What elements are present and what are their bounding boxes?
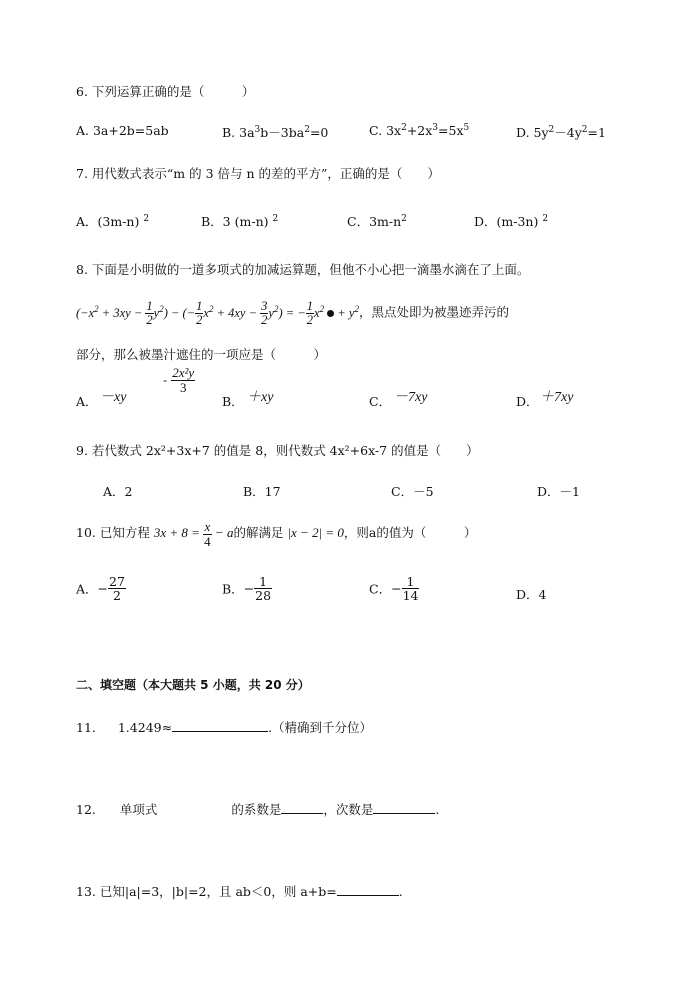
- q10-option-d: D．4: [516, 587, 547, 602]
- q8-stem: 8. 下面是小明做的一道多项式的加减运算题，但他不小心把一滴墨水滴在了上面。: [76, 262, 530, 277]
- q11-answer-blank[interactable]: [172, 720, 268, 732]
- q9-stem: 9. 若代数式 2x²+3x+7 的值是 8，则代数式 4x²+6x-7 的值是（ ）: [76, 443, 479, 458]
- q10-stem: 10. 已知方程 3x + 8 = $\frac{x}{4}$ − a的解满足 |x − 2| = 0，则a的值为（ ）: [76, 519, 477, 549]
- q7-stem: 7. 用代数式表示“m 的 3 倍与 n 的差的平方”，正确的是（ ）: [76, 166, 440, 181]
- q10-option-b: B．− $\frac{1}{28}$: [222, 574, 272, 604]
- q8-option-b: B．: [222, 394, 244, 409]
- q13: 13. 已知|a|=3，|b|=2，且 ab＜0，则 a+b= .: [76, 884, 403, 899]
- q6-option-d: D. $5y^2-4y^2=1$: [516, 124, 606, 140]
- q12-coefficient-blank[interactable]: [281, 802, 323, 814]
- section-2-title: 二、填空题（本大题共 5 小题，共 20 分）: [76, 678, 310, 692]
- q8-option-c: C．: [369, 394, 392, 409]
- q8-option-c-value: －7xy: [394, 390, 428, 405]
- q8-option-d-value: ＋7xy: [540, 390, 574, 405]
- q11: 11. 1.4249≈ .（精确到千分位）: [76, 720, 373, 735]
- q7-option-b: B．3 (m-n) $^2$: [201, 213, 279, 229]
- q6-stem: 6. 下列运算正确的是（ ）: [76, 84, 255, 99]
- q6-option-c: C. $3x^2+2x^3=5x^5$: [369, 122, 470, 138]
- q7-option-a: A．(3m-n) $^2$: [76, 213, 150, 229]
- q8-option-b-value: ＋xy: [247, 390, 274, 405]
- ink-dot-icon: [327, 310, 334, 317]
- q9-option-c: C．－5: [391, 484, 434, 499]
- q7-option-d: D．(m-3n) $^2$: [474, 213, 549, 229]
- q12-degree-blank[interactable]: [373, 802, 435, 814]
- q9-option-d: D．－1: [537, 484, 580, 499]
- q8-option-b-fraction: - $\frac{\text{2x²y}}{3}$: [163, 365, 195, 395]
- q10-option-a: A．− $\frac{27}{2}$: [76, 574, 125, 604]
- q7-option-c: C．$3m-n^2$: [347, 213, 407, 229]
- q12: 12. 单项式 的系数是 ，次数是 .: [76, 802, 440, 817]
- q9-option-a: A．2: [103, 484, 133, 499]
- q8-expression: ($-x^2 + 3xy$ − $\frac{1}{2}$ $y^2$) − (− $\frac{1}{2}$ $x^2 + 4xy$ − $\frac{3}{2}$ $y^2$) = − $\frac{1}{2}$ $x^2 + y^2$，黑点处即为被墨迹弄污的: [76, 299, 509, 328]
- q8-line2: 部分，那么被墨汁遮住的一项应是（ ）: [76, 347, 327, 362]
- q8-option-a-value: －xy: [100, 390, 127, 405]
- q8-option-d: D．: [516, 394, 539, 409]
- q6-option-b: B. $3a^3b-3ba^2=0$: [222, 124, 329, 140]
- q10-option-c: C．− $\frac{1}{14}$: [369, 574, 419, 604]
- q13-answer-blank[interactable]: [337, 884, 399, 896]
- q8-option-a: A．: [76, 394, 98, 409]
- q9-option-b: B．17: [243, 484, 281, 499]
- q6-option-a: A. 3a+2b=5ab: [76, 123, 169, 138]
